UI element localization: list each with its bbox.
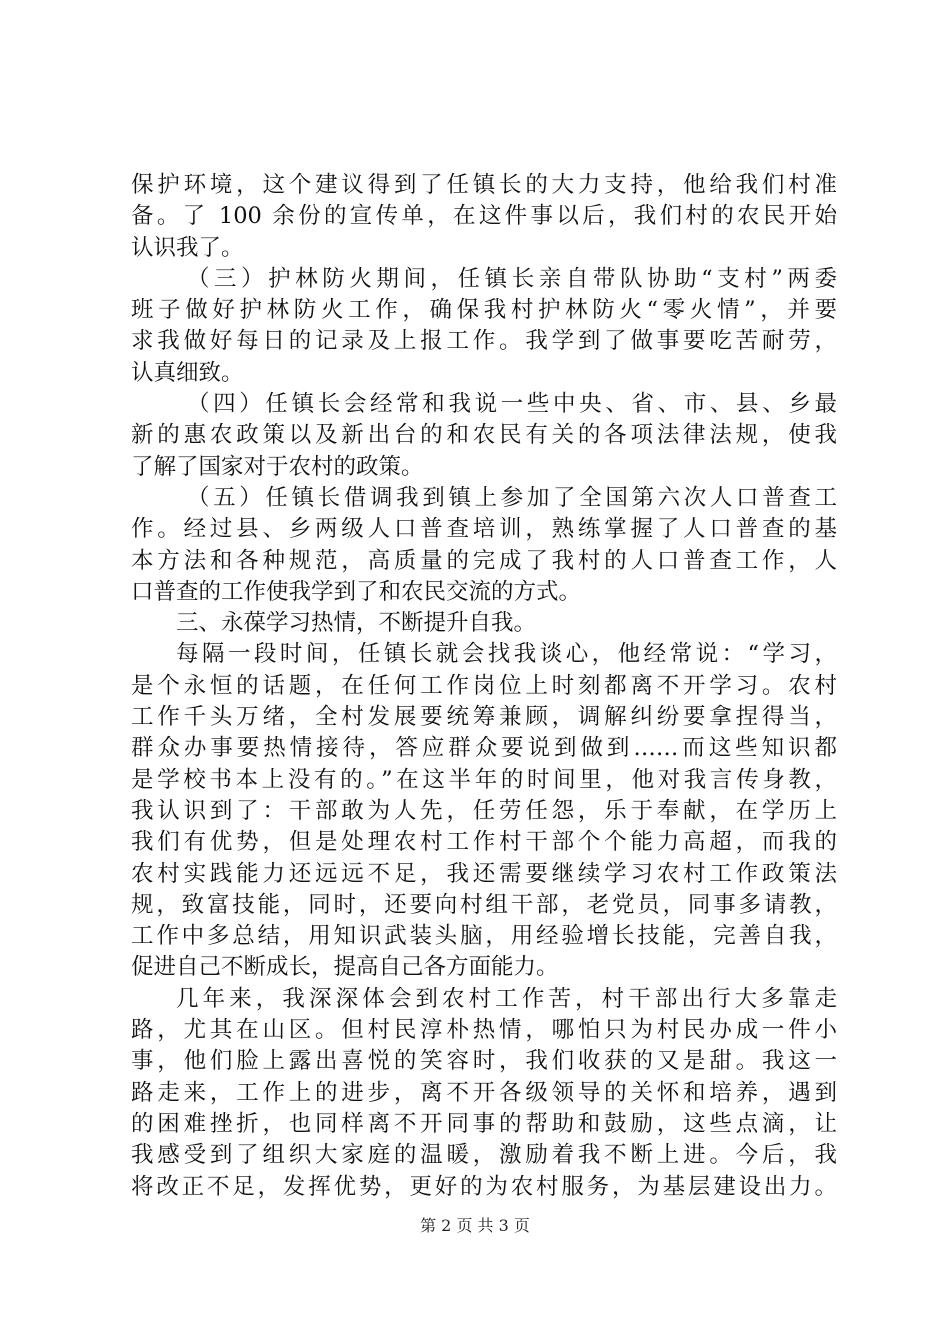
text-line: 规，致富技能，同时，还要向村组干部，老党员，同事多请教， bbox=[131, 891, 837, 918]
text-line: （四）任镇长会经常和我说一些中央、省、市、县、乡最 bbox=[187, 391, 837, 418]
text-line: 班子做好护林防火工作，确保我村护林防火“零火情”，并要 bbox=[131, 297, 837, 324]
text-line: 我们有优势，但是处理农村工作村干部个个能力高超，而我的 bbox=[131, 829, 837, 856]
text-line: 工作中多总结，用知识武装头脑，用经验增长技能，完善自我， bbox=[131, 923, 837, 950]
text-line: 我认识到了：干部敢为人先，任劳任怨，乐于奉献，在学历上 bbox=[131, 797, 837, 824]
text-line: （三）护林防火期间，任镇长亲自带队协助“支村”两委 bbox=[187, 265, 837, 292]
text-line: 我感受到了组织大家庭的温暖，激励着我不断上进。今后，我 bbox=[131, 1142, 837, 1169]
page-number-footer: 第 2 页 共 3 页 bbox=[420, 1216, 530, 1235]
text-line: 认真细致。 bbox=[131, 359, 244, 386]
text-line: 口普查的工作使我学到了和农民交流的方式。 bbox=[131, 578, 582, 605]
text-line: 促进自己不断成长，提高自己各方面能力。 bbox=[131, 954, 559, 981]
text-line: 几年来，我深深体会到农村工作苦，村干部出行大多靠走 bbox=[176, 985, 837, 1012]
text-line: 的困难挫折，也同样离不开同事的帮助和鼓励，这些点滴，让 bbox=[131, 1110, 837, 1137]
text-line: 求我做好每日的记录及上报工作。我学到了做事要吃苦耐劳， bbox=[131, 328, 837, 355]
text-line: 路，尤其在山区。但村民淳朴热情，哪怕只为村民办成一件小 bbox=[131, 1017, 837, 1044]
text-line: 农村实践能力还远远不足，我还需要继续学习农村工作政策法 bbox=[131, 860, 837, 887]
text-line: 认识我了。 bbox=[131, 234, 244, 261]
text-line: 是学校书本上没有的。”在这半年的时间里，他对我言传身教， bbox=[131, 766, 837, 793]
text-line: 每隔一段时间，任镇长就会找我谈心，他经常说：“学习， bbox=[176, 641, 837, 668]
document-body bbox=[131, 170, 837, 1203]
text-line: 是个永恒的话题，在任何工作岗位上时刻都离不开学习。农村 bbox=[131, 672, 837, 699]
text-line: 事，他们脸上露出喜悦的笑容时，我们收获的又是甜。我这一 bbox=[131, 1048, 837, 1075]
text-line: 新的惠农政策以及新出台的和农民有关的各项法律法规，使我 bbox=[131, 422, 837, 449]
text-line: （五）任镇长借调我到镇上参加了全国第六次人口普查工 bbox=[187, 484, 837, 511]
text-line: 三、永葆学习热情，不断提升自我。 bbox=[176, 610, 537, 637]
text-line: 群众办事要热情接待，答应群众要说到做到……而这些知识都 bbox=[131, 735, 837, 762]
text-line: 本方法和各种规范，高质量的完成了我村的人口普查工作，人 bbox=[131, 547, 837, 574]
text-line: 路走来，工作上的进步，离不开各级领导的关怀和培养，遇到 bbox=[131, 1079, 837, 1106]
text-line: 了解了国家对于农村的政策。 bbox=[131, 453, 424, 480]
text-line: 工作千头万绪，全村发展要统筹兼顾，调解纠纷要拿捏得当， bbox=[131, 704, 837, 731]
text-line: 将改正不足，发挥优势，更好的为农村服务，为基层建设出力。 bbox=[131, 1173, 837, 1200]
text-line: 保护环境，这个建议得到了任镇长的大力支持，他给我们村准 bbox=[131, 172, 837, 198]
text-line: 备。了 100 余份的宣传单，在这件事以后，我们村的农民开始 bbox=[131, 203, 837, 230]
text-line: 作。经过县、乡两级人口普查培训，熟练掌握了人口普查的基 bbox=[131, 516, 837, 543]
